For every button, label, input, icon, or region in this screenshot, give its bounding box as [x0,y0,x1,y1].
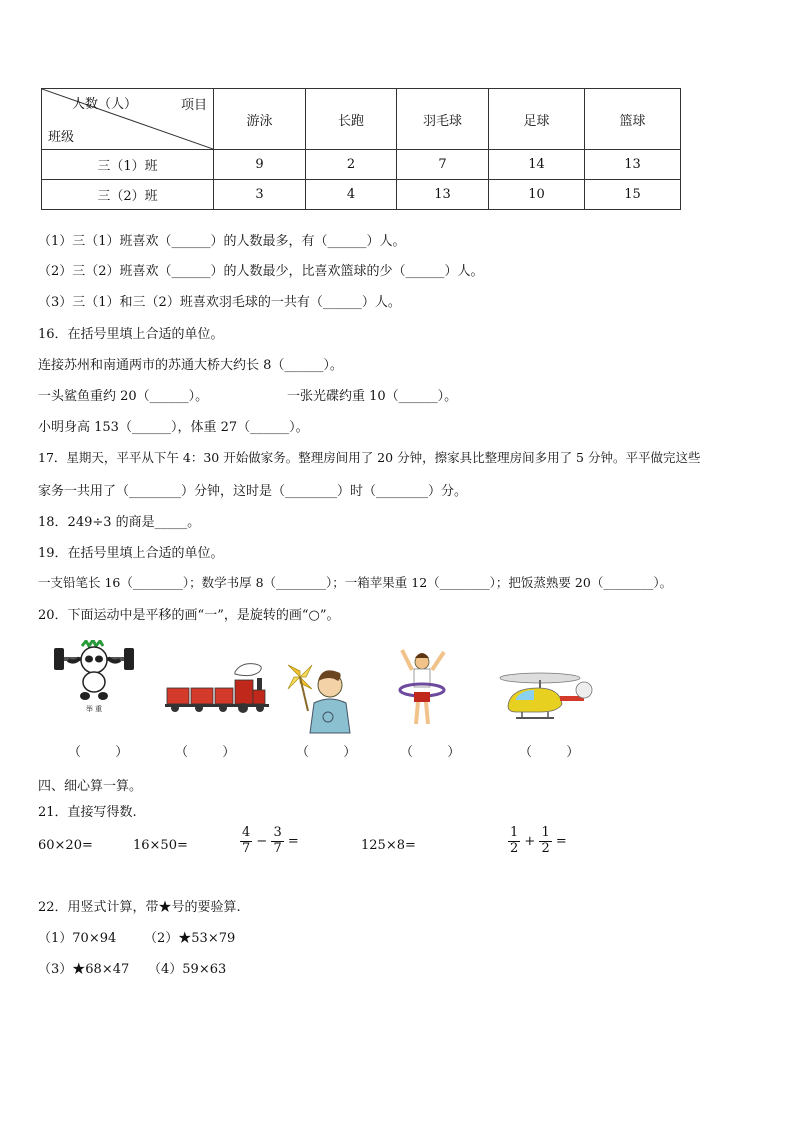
header-swimming: 游泳 [214,89,306,150]
row-label: 三（1）班 [42,150,214,180]
weightlifting-caption: 举 重 [85,705,103,713]
table-cell: 2 [306,150,397,180]
table-row [42,180,681,210]
table-header-row [42,89,681,150]
table-cell: 3 [214,180,306,210]
q20-title: 20．下面运动中是平移的画“一”，是旋转的画“○”。 [38,608,340,623]
q15-sub2: （2）三（2）班喜欢（______）的人数最少，比喜欢篮球的少（______）人。 [38,264,484,279]
q15-sub1: （1）三（1）班喜欢（______）的人数最多，有（______）人。 [38,234,406,249]
answer-blank[interactable]: （ ） [519,745,580,760]
q22-problem3: （3）★68×47 [38,962,130,977]
answer-blank[interactable]: （ ） [68,745,129,760]
q17-line2: 家务一共用了（________）分钟，这时是（________）时（________）分。 [38,484,468,499]
header-football: 足球 [489,89,585,150]
corner-item-label: 项目 [180,98,207,113]
q22-title: 22．用竖式计算，带★号的要验算. [38,900,241,915]
q15-sub3: （3）三（1）和三（2）班喜欢羽毛球的一共有（______）人。 [38,295,401,310]
table-corner-cell [42,89,214,150]
q19-line: 一支铅笔长 16（________）；数学书厚 8（________）；一箱苹果重 12（________）；把饭蒸熟要 20（________）。 [38,575,673,590]
answer-blank[interactable]: （ ） [400,745,461,760]
fraction: $\frac{1}{2}$ [541,825,550,856]
row-label: 三（2）班 [42,180,214,210]
q16-line1: 连接苏州和南通两市的苏通大桥大约长 8（______）。 [38,358,343,373]
answer-blank[interactable]: （ ） [296,745,357,760]
table-cell: 14 [489,150,585,180]
q16-line3: 小明身高 153（______），体重 27（______）。 [38,420,309,435]
header-running: 长跑 [306,89,397,150]
q21-expr4: 125×8= [361,838,416,853]
hula-hoop-girl-icon [392,648,452,730]
table-cell: 15 [585,180,681,210]
table-cell: 9 [214,150,306,180]
fraction: $\frac{4}{7}$ [242,825,251,856]
q22-problem1: （1）70×94 [38,931,117,946]
table-cell: 10 [489,180,585,210]
q16-line2a: 一头鲨鱼重约 20（______）。 [38,389,209,404]
table-cell: 7 [397,150,489,180]
q22-problem4: （4）59×63 [148,962,227,977]
corner-class-label: 班级 [48,130,75,145]
q21-title: 21．直接写得数. [38,805,137,820]
header-badminton: 羽毛球 [397,89,489,150]
table-cell: 4 [306,180,397,210]
q16-line2b: 一张光碟约重 10（______）。 [287,389,458,404]
helicopter-icon [492,666,594,724]
q22-problem2: （2）★53×79 [144,931,236,946]
table-cell: 13 [585,150,681,180]
toy-train-icon [165,660,269,716]
section4-title: 四、细心算一算。 [38,779,143,794]
q19-title: 19．在括号里填上合适的单位。 [38,546,224,561]
table-row [42,150,681,180]
equals: = [287,833,299,849]
survey-table [41,88,681,210]
fraction: $\frac{1}{2}$ [510,825,519,856]
header-basketball: 篮球 [585,89,681,150]
q18-text: 18．249÷3 的商是_____。 [38,515,201,530]
q21-expr5 [508,826,567,857]
operator: + [524,833,536,849]
operator: − [256,833,268,849]
fraction: $\frac{3}{7}$ [273,825,282,856]
q21-expr2: 16×50= [133,838,188,853]
q21-expr3 [240,826,299,857]
q21-expr1: 60×20= [38,838,93,853]
table-cell: 13 [397,180,489,210]
q16-title: 16．在括号里填上合适的单位。 [38,327,224,342]
q17-line1: 17．星期天，平平从下午 4：30 开始做家务。整理房间用了 20 分钟，擦家具比整理房间多用了 5 分钟。平平做完这些 [38,450,701,465]
weightlifting-panda-icon [52,640,136,718]
corner-count-label: 人数（人） [72,97,138,112]
answer-blank[interactable]: （ ） [175,745,236,760]
pinwheel-boy-icon [284,655,354,735]
equals: = [555,833,567,849]
